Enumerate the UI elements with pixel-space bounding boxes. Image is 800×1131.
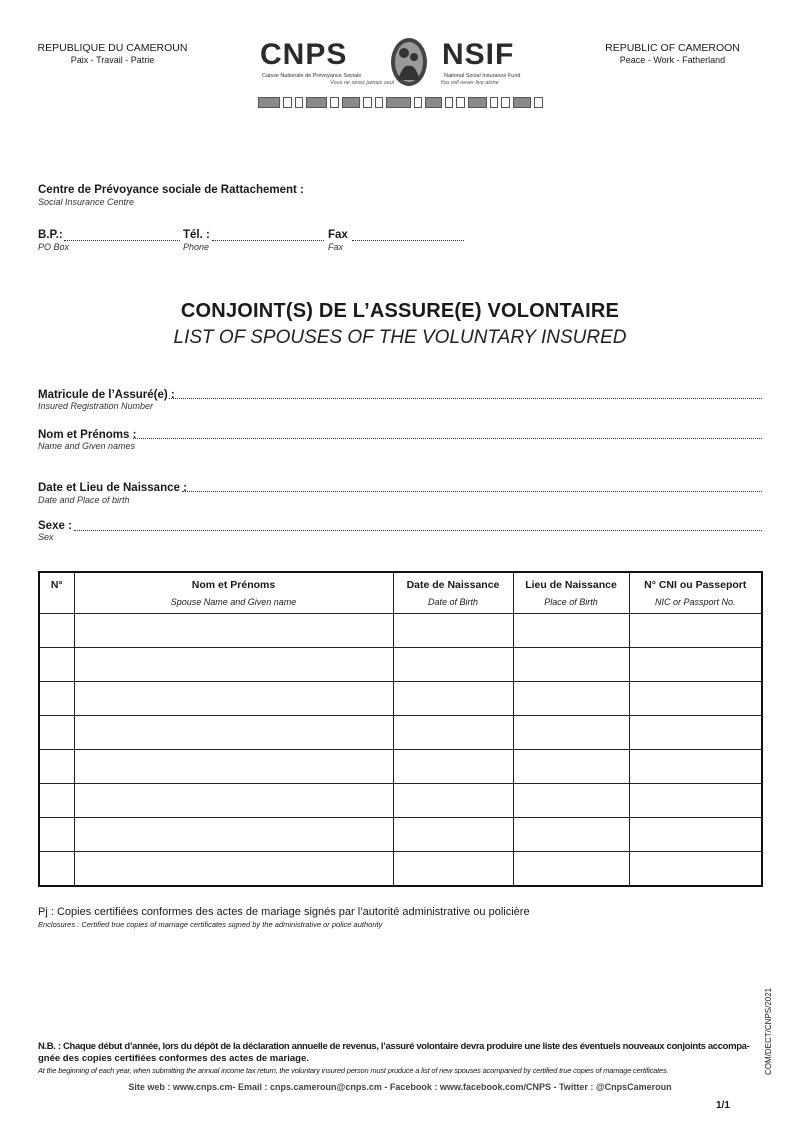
header-right <box>590 42 755 66</box>
fax-label: Fax <box>328 229 348 241</box>
col-birth-place-fr: Lieu de Naissance <box>525 579 617 591</box>
footer-contacts: Site web : www.cnps.cm- Email : cnps.cameroun@cnps.cm - Facebook : www.facebook.com/CNPS - Twitter : @CnpsCameroun <box>128 1082 672 1092</box>
spouses-table <box>38 571 763 887</box>
birth-label: Date et Lieu de Naissance : <box>38 482 187 494</box>
table-cell[interactable] <box>39 614 74 648</box>
table-cell[interactable] <box>513 784 629 818</box>
col-id-number <box>629 572 762 614</box>
header-right-country: REPUBLIC OF CAMEROON <box>605 42 740 54</box>
col-number-fr: N° <box>50 579 63 591</box>
table-cell[interactable] <box>629 614 762 648</box>
note-fr-line2: gnée des copies certifiées conformes des actes de mariage. <box>38 1053 309 1064</box>
table-cell[interactable] <box>74 614 393 648</box>
header-left <box>30 42 195 66</box>
table-cell[interactable] <box>393 818 513 852</box>
logo-nsif-word: NSIF <box>442 38 515 71</box>
table-cell[interactable] <box>393 784 513 818</box>
table-cell[interactable] <box>629 818 762 852</box>
col-id-number-fr: N° CNI ou Passeport <box>644 579 747 591</box>
table-cell[interactable] <box>74 852 393 887</box>
tel-sublabel: Phone <box>183 242 210 252</box>
logo-cnps-motto: Vous ne serez jamais seul <box>330 80 394 86</box>
registration-sublabel: Insured Registration Number <box>38 401 154 411</box>
birth-sublabel: Date and Place of birth <box>38 495 130 505</box>
table-cell[interactable] <box>74 648 393 682</box>
note-fr-line1: N.B. : Chaque début d’année, lors du dépôt de la déclaration annuelle de revenus, l’assuré volontaire devra produire une liste des éventuels nouveaux conjoints accompa- <box>38 1041 750 1052</box>
table-row <box>39 682 762 716</box>
col-birth-date-fr: Date de Naissance <box>406 579 500 591</box>
bp-field[interactable] <box>64 240 180 241</box>
col-id-number-en: NIC or Passport No. <box>654 597 736 607</box>
enclosures-fr: Pj : Copies certifiées conformes des actes de mariage signés par l’autorité administrative ou policière <box>38 906 530 918</box>
table-cell[interactable] <box>74 750 393 784</box>
table-header-row <box>39 572 762 614</box>
col-name-fr: Nom et Prénoms <box>191 579 276 591</box>
header-left-country: REPUBLIQUE DU CAMEROUN <box>37 42 188 54</box>
table-cell[interactable] <box>513 852 629 887</box>
table-cell[interactable] <box>74 784 393 818</box>
birth-field[interactable] <box>182 491 762 492</box>
table-cell[interactable] <box>39 750 74 784</box>
col-birth-place <box>513 572 629 614</box>
sex-field[interactable] <box>74 530 762 531</box>
logo-emblem-icon <box>389 36 429 88</box>
page-title: CONJOINT(S) DE L’ASSURE(E) VOLONTAIRE <box>180 300 620 322</box>
logo-nsif-motto: You will never live alone <box>440 80 499 86</box>
table-row <box>39 648 762 682</box>
table-cell[interactable] <box>513 750 629 784</box>
logo-cnps-word: CNPS <box>260 38 348 71</box>
sex-sublabel: Sex <box>38 532 54 542</box>
table-cell[interactable] <box>629 648 762 682</box>
table-cell[interactable] <box>513 716 629 750</box>
centre-sublabel: Social Insurance Centre <box>38 197 135 207</box>
table-cell[interactable] <box>39 716 74 750</box>
table-cell[interactable] <box>513 614 629 648</box>
table-cell[interactable] <box>513 818 629 852</box>
table-cell[interactable] <box>629 750 762 784</box>
tel-field[interactable] <box>212 240 324 241</box>
document-reference: COM/DECT/CNPS/2021 <box>764 987 773 1075</box>
registration-label: Matricule de l’Assuré(e) : <box>38 389 175 401</box>
registration-field[interactable] <box>169 398 762 399</box>
col-name-en: Spouse Name and Given name <box>170 597 297 607</box>
table-cell[interactable] <box>513 648 629 682</box>
table-row <box>39 750 762 784</box>
logo-nsif-name: National Social Insurance Fund <box>444 73 521 79</box>
header-left-motto: Paix - Travail - Patrie <box>70 55 155 65</box>
name-sublabel: Name and Given names <box>38 441 136 451</box>
table-row <box>39 784 762 818</box>
table-cell[interactable] <box>393 648 513 682</box>
table-cell[interactable] <box>393 852 513 887</box>
table-cell[interactable] <box>393 750 513 784</box>
table-cell[interactable] <box>629 852 762 887</box>
table-cell[interactable] <box>629 682 762 716</box>
col-birth-date-en: Date of Birth <box>427 597 479 607</box>
name-label: Nom et Prénoms : <box>38 429 137 441</box>
page-number: 1/1 <box>716 1100 730 1111</box>
table-row <box>39 716 762 750</box>
fax-field[interactable] <box>352 240 464 241</box>
col-birth-date <box>393 572 513 614</box>
fax-sublabel: Fax <box>328 242 344 252</box>
table-cell[interactable] <box>39 818 74 852</box>
name-field[interactable] <box>133 438 762 439</box>
logo-cnps-name: Caisse Nationale de Prévoyance Sociale <box>262 73 362 79</box>
bp-sublabel: PO Box <box>38 242 70 252</box>
note-en: At the beginning of each year, when submitting the annual income tax return, the voluntary insured person must pruduce a list of new spouses acompanied by certified true copies of marriage certificates. <box>38 1066 669 1075</box>
table-cell[interactable] <box>513 682 629 716</box>
table-row <box>39 818 762 852</box>
table-cell[interactable] <box>39 648 74 682</box>
sex-label: Sexe : <box>38 520 72 532</box>
header-right-motto: Peace - Work - Fatherland <box>619 55 726 65</box>
centre-label: Centre de Prévoyance sociale de Rattachement : <box>38 184 304 196</box>
table-cell[interactable] <box>74 716 393 750</box>
table-cell[interactable] <box>629 784 762 818</box>
tel-label: Tél. : <box>183 229 210 241</box>
enclosures-en: Enclosures : Certified true copies of marriage certificates signed by the administrative or police authority <box>38 920 383 929</box>
table-cell[interactable] <box>629 716 762 750</box>
table-cell[interactable] <box>74 682 393 716</box>
table-cell[interactable] <box>39 784 74 818</box>
table-cell[interactable] <box>393 716 513 750</box>
table-cell[interactable] <box>393 614 513 648</box>
table-row <box>39 852 762 887</box>
col-name <box>74 572 393 614</box>
col-number <box>39 572 74 614</box>
table-cell[interactable] <box>39 852 74 887</box>
page-subtitle: LIST OF SPOUSES OF THE VOLUNTARY INSURED <box>173 327 627 348</box>
bp-label: B.P.: <box>38 229 63 241</box>
cnps-logo <box>258 40 548 100</box>
table-row <box>39 614 762 648</box>
table-cell[interactable] <box>74 818 393 852</box>
col-birth-place-en: Place of Birth <box>544 597 598 607</box>
table-cell[interactable] <box>393 682 513 716</box>
logo-service-strip <box>258 96 543 108</box>
table-cell[interactable] <box>39 682 74 716</box>
